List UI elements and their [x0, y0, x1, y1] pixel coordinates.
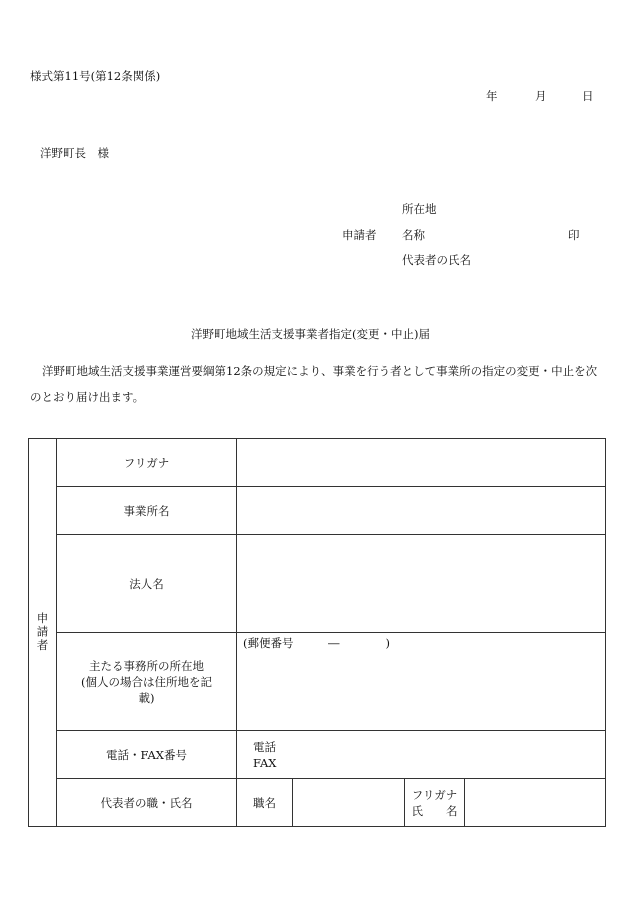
applicant-label: 申請者 — [342, 228, 377, 242]
postal-code-label: (郵便番号 ― ) — [243, 636, 390, 650]
table-row — [29, 439, 606, 487]
date-month: 月 — [535, 89, 547, 103]
table-row — [29, 535, 606, 633]
rep-name-field[interactable] — [465, 779, 606, 827]
job-title-field[interactable] — [293, 779, 405, 827]
representative-label: 代表者の氏名 — [402, 253, 471, 267]
job-title-label: 職名 — [237, 779, 293, 827]
main-office-address-label — [57, 633, 237, 731]
table-row — [29, 731, 606, 779]
table-row — [29, 487, 606, 535]
rep-name-label-cell — [405, 779, 465, 827]
corporation-name-field[interactable] — [237, 535, 606, 633]
rep-furigana-label: フリガナ — [411, 787, 458, 802]
corporation-name-label: 法人名 — [57, 535, 237, 633]
application-table — [28, 438, 606, 827]
phone-fax-field[interactable] — [237, 731, 606, 779]
office-name-label: 事業所名 — [57, 487, 237, 535]
form-number: 様式第11号(第12条関係) — [30, 69, 161, 83]
furigana-label: フリガナ — [57, 439, 237, 487]
rep-name-label: 氏 名 — [411, 803, 458, 818]
phone-fax-label: 電話・FAX番号 — [57, 731, 237, 779]
date-year: 年 — [486, 89, 498, 103]
table-row — [29, 633, 606, 731]
body-paragraph — [30, 358, 608, 410]
representative-title-name-label: 代表者の職・氏名 — [57, 779, 237, 827]
main-office-address-field[interactable] — [237, 633, 606, 731]
office-name-field[interactable] — [237, 487, 606, 535]
main-office-address-note: (個人の場合は住所地を記載) — [81, 674, 212, 705]
address-label: 所在地 — [402, 202, 437, 216]
table-row — [29, 779, 606, 827]
addressee: 洋野町長 様 — [40, 146, 109, 160]
main-office-address-text: 主たる事務所の所在地 — [89, 658, 204, 673]
name-label: 名称 — [402, 228, 425, 242]
applicant-side-label: 申請者 — [29, 439, 57, 827]
date-day: 日 — [582, 89, 594, 103]
seal-label: 印 — [568, 228, 580, 242]
furigana-field[interactable] — [237, 439, 606, 487]
fax-label: FAX — [253, 755, 277, 770]
body-text: 洋野町地域生活支援事業運営要綱第12条の規定により、事業を行う者として事業所の指定の変更・中止を次のとおり届け出ます。 — [30, 364, 598, 404]
page-title: 洋野町地域生活支援事業者指定(変更・中止)届 — [191, 327, 430, 341]
phone-label: 電話 — [253, 739, 276, 754]
